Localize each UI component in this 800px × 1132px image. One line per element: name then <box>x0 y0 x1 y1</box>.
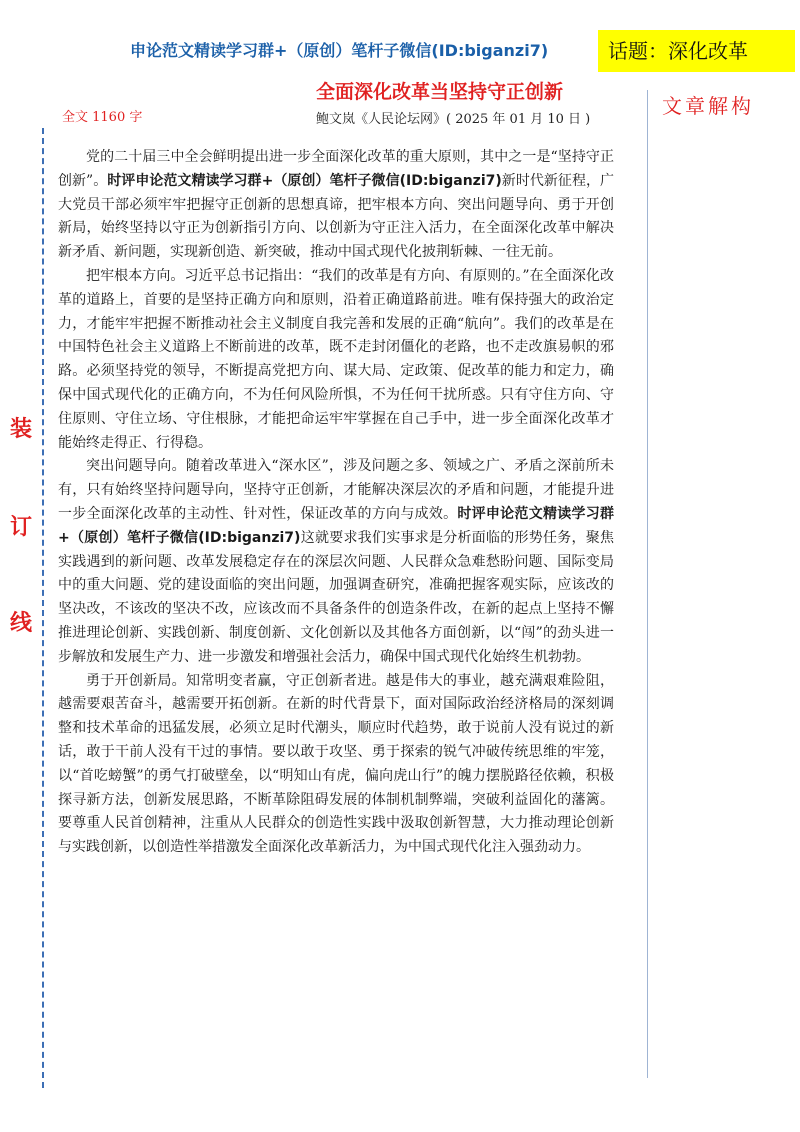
article-byline: 鲍文岚《人民论坛网》( 2025 年 01 月 10 日 ) <box>316 112 591 127</box>
word-count: 全文 1160 字 <box>62 110 143 125</box>
article-body <box>58 146 614 860</box>
margin-divider-line <box>647 90 648 1078</box>
binding-dashed-line <box>42 128 44 1088</box>
paragraph-text: 勇于开创新局。知常明变者赢，守正创新者进。越是伟大的事业，越充满艰难险阻，越需要艰苦奋斗，越需要开拓创新。在新的时代背景下，面对国际政治经济格局的深刻调整和技术革命的迅猛发展，必须立足时代潮头，顺应时代趋势，敢于说前人没有说过的新话，敢于干前人没有干过的事情。要以敢于攻坚、勇于探索的锐气冲破传统思维的牢笼，以“首吃螃蟹”的勇气打破壁垒，以“明知山有虎，偏向虎山行”的魄力摆脱路径依赖，积极探寻新方法，创新发展思路，不断革除阻碍发展的体制机制弊端，突破利益固化的藩篱。要尊重人民首创精神，注重从人民群众的创造性实践中汲取创新智慧，大力推动理论创新与实践创新，以创造性举措激发全面深化改革新活力，为中国式现代化注入强劲动力。 <box>58 672 614 856</box>
paragraph-text: 党的二十届三中全会鲜明提出进一步全面深化改革的重大原则，其中之一是“坚持守正创新”。 <box>58 149 614 189</box>
paragraph-4 <box>58 670 614 860</box>
paragraph-text: 这就要求我们实事求是分析面临的形势任务，聚焦实践遇到的新问题、改革发展稳定存在的深层次问题、人民群众急难愁盼问题、国际变局中的重大问题、党的建设面临的突出问题，加强调查研究，准确把握客观实际，应该改的坚决改，不该改的坚决不改，应该改而不具备条件的创造条件改，在新的起点上坚持不懈推进理论创新、实践创新、制度创新、文化创新以及其他各方面创新，以“闯”的劲头进一步解放和发展生产力、进一步激发和增强社会活力，确保中国式现代化始终生机勃勃。 <box>58 529 615 665</box>
article-title: 全面深化改革当坚持守正创新 <box>316 81 564 103</box>
paragraph-text: 突出问题导向。随着改革进入“深水区”，涉及问题之多、领域之广、矛盾之深前所未有，只有始终坚持问题导向，坚持守正创新，才能解决深层次的矛盾和问题，才能提升进一步全面深化改革的主动性、针对性，保证改革的方向与成效。 <box>58 458 614 522</box>
promo-text: 时评申论范文精读学习群+（原创）笔杆子微信(ID:biganzi7) <box>107 172 502 189</box>
binding-char-1: 装 <box>10 417 33 442</box>
header-account-line: 申论范文精读学习群+（原创）笔杆子微信(ID:biganzi7) <box>130 41 549 60</box>
paragraph-1 <box>58 146 614 265</box>
paragraph-text: 新时代新征程，广大党员干部必须牢牢把握守正创新的思想真谛，把牢根本方向、突出问题导向、勇于开创新局，始终坚持以守正为创新指引方向、以创新为守正注入活力，在全面深化改革中解决新矛盾、新问题，实现新创造、新突破，推动中国式现代化披荆斩棘、一往无前。 <box>58 172 615 261</box>
promo-text: 时评申论范文精读学习群+（原创）笔杆子微信(ID:biganzi7) <box>58 505 615 546</box>
topic-badge: 话题：深化改革 <box>598 30 795 72</box>
paragraph-2 <box>58 265 614 455</box>
paragraph-3 <box>58 455 614 669</box>
paragraph-text: 把牢根本方向。习近平总书记指出：“我们的改革是有方向、有原则的。”在全面深化改革的道路上，首要的是坚持正确方向和原则，沿着正确道路前进。唯有保持强大的政治定力，才能牢牢把握不断推动社会主义制度自我完善和发展的正确“航向”。我们的改革是在中国特色社会主义道路上不断前进的改革，既不走封闭僵化的老路，也不走改旗易帜的邪路。必须坚持党的领导，不断提高党把方向、谋大局、定政策、促改革的能力和定力，确保中国式现代化的正确方向，不为任何风险所惧，不为任何干扰所惑。只有守住方向、守住原则、守住立场、守住根脉，才能把命运牢牢掌握在自己手中，进一步全面深化改革才能始终走得正、行得稳。 <box>58 267 614 451</box>
analysis-label: 文章解构 <box>662 94 754 118</box>
binding-char-3: 线 <box>10 611 33 636</box>
binding-char-2: 订 <box>10 515 33 540</box>
